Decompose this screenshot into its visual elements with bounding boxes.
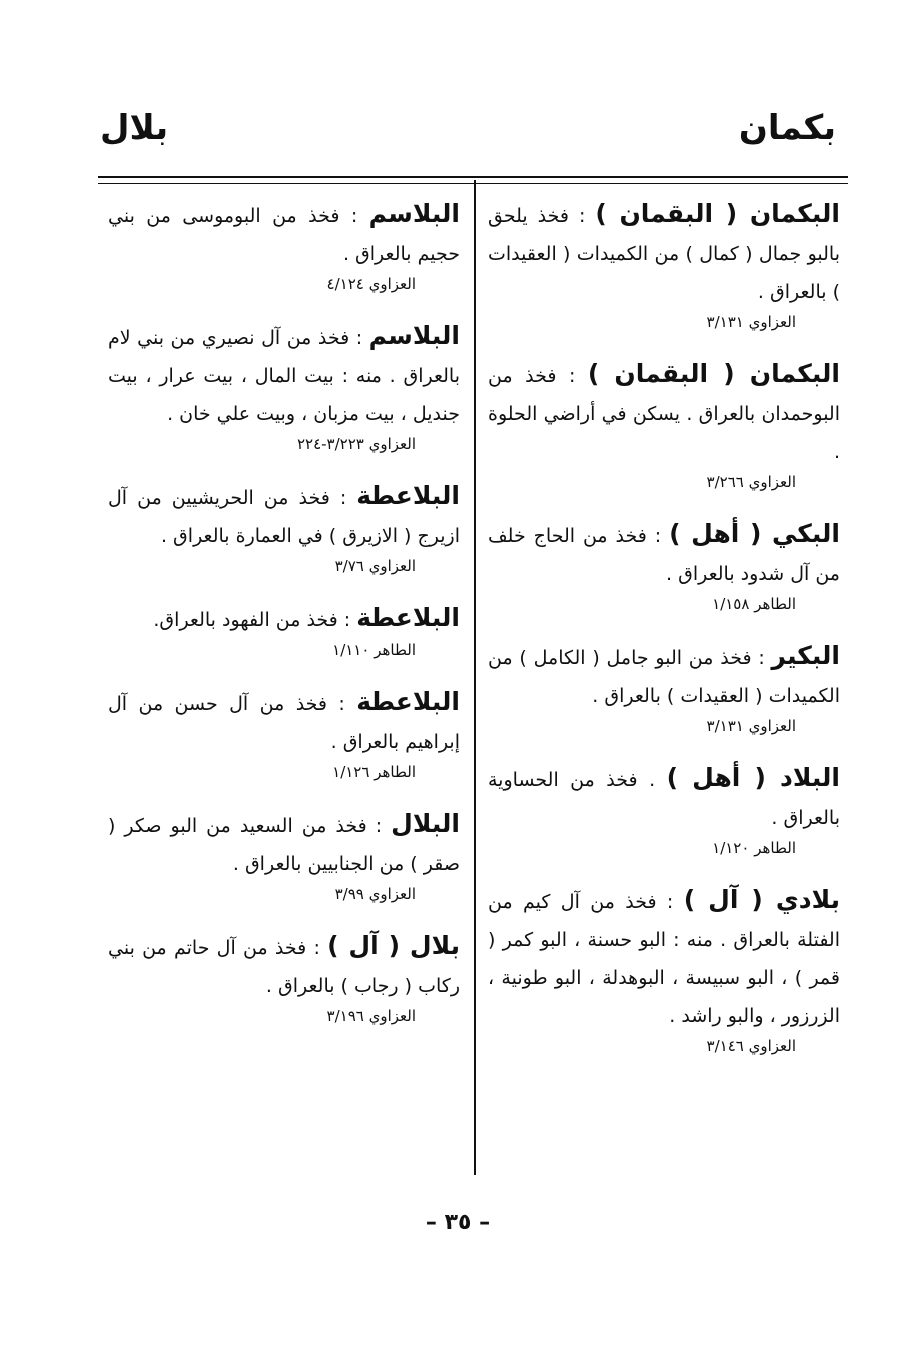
entry-reference: العزاوي ٣/٢٦٦ (706, 473, 796, 491)
entry-headword: بلادي ( آل ) (683, 885, 840, 914)
entry (108, 477, 460, 577)
entry (488, 637, 840, 737)
entry-text: : فخذ من آل حسن من آل إبراهيم بالعراق . (108, 693, 460, 753)
entry-text: : فخذ من الفهود بالعراق. (153, 609, 357, 631)
entry-reference: العزاوي ٣/١٣١ (706, 717, 796, 735)
entry-headword: البلاعطة (356, 481, 460, 510)
entry-reference: العزاوي ٤/١٢٤ (326, 275, 416, 293)
entry-headword: البلال (391, 809, 460, 838)
entry-text: : فخذ من البوحمدان بالعراق . يسكن في أراضي الحلوة . (488, 365, 840, 463)
entry-reference: العزاوي ٣/٧٦ (334, 557, 416, 575)
entry (108, 805, 460, 905)
entry (108, 195, 460, 295)
page-number: – ٣٥ – (425, 1210, 491, 1235)
entry-headword: البكمان ( البقمان ) (587, 359, 840, 388)
entry-headword: البلاسم (368, 321, 460, 350)
entry-text: : فخذ من السعيد من البو صكر ( صقر ) من الجنابيين بالعراق . (108, 815, 460, 875)
entry-text: : فخذ من البوموسى من بني حجيم بالعراق . (108, 205, 460, 265)
entry-reference: الطاهر ١/١٢٠ (712, 839, 796, 857)
entry-reference: العزاوي ٣/١٤٦ (706, 1037, 796, 1055)
right-column (488, 195, 840, 1079)
header-rule (98, 176, 848, 178)
entry-headword: البلاعطة (356, 687, 460, 716)
column-divider (474, 180, 476, 1175)
entry-headword: البكير (771, 641, 840, 670)
entry-text: : فخذ من آل نصيري من بني لام بالعراق . منه : بيت المال ، بيت عرار ، بيت جنديل ، بيت مزبان ، وبيت علي خان . (108, 327, 460, 425)
entry-headword: البلاد ( أهل ) (666, 763, 840, 792)
entry-reference: العزاوي ٣/١٣١ (706, 313, 796, 331)
entry-headword: البكمان ( البقمان ) (595, 199, 840, 228)
entry-reference: الطاهر ١/١٥٨ (712, 595, 796, 613)
entry-text: . فخذ من الحساوية بالعراق . (488, 769, 840, 829)
entry-reference: العزاوي ٣/٢٢٣-٢٢٤ (296, 435, 416, 453)
entry-text: : فخذ من آل كيم من الفتلة بالعراق . منه : البو حسنة ، البو كمر ( قمر ) ، البو سبيسة ، البوهدلة ، البو طونية ، الزرزور ، والبو راشد . (488, 891, 840, 1027)
entry-headword: البلاعطة (356, 603, 460, 632)
entry (108, 599, 460, 661)
entry-text: : فخذ من البو جامل ( الكامل ) من الكميدات ( العقيدات ) بالعراق . (488, 647, 840, 707)
entry-reference: العزاوي ٣/٩٩ (334, 885, 416, 903)
running-head-last-entry: بلال (100, 108, 169, 148)
entry-headword: البكي ( أهل ) (669, 519, 840, 548)
entry (108, 683, 460, 783)
left-column (108, 195, 460, 1049)
entry-reference: العزاوي ٣/١٩٦ (326, 1007, 416, 1025)
entry (488, 759, 840, 859)
entry (488, 515, 840, 615)
entry-headword: بلال ( آل ) (327, 931, 460, 960)
entry (488, 881, 840, 1057)
entry-text: : فخذ من آل حاتم من بني ركاب ( رجاب ) بالعراق . (108, 937, 460, 997)
entry-text: : فخذ من الحاج خلف من آل شدود بالعراق . (488, 525, 840, 585)
entry-reference: الطاهر ١/١١٠ (332, 641, 416, 659)
entry-text: : فخذ من الحريشيين من آل ازيرج ( الازيرق ) في العمارة بالعراق . (108, 487, 460, 547)
entry-text: : فخذ يلحق بالبو جمال ( كمال ) من الكميدات ( العقيدات ) بالعراق . (488, 205, 840, 303)
entry (488, 355, 840, 493)
entry (488, 195, 840, 333)
entry-reference: الطاهر ١/١٢٦ (332, 763, 416, 781)
entry (108, 927, 460, 1027)
header-rule-thin (98, 183, 848, 184)
running-head-first-entry: بكمان (738, 108, 836, 148)
entry (108, 317, 460, 455)
entry-headword: البلاسم (368, 199, 460, 228)
